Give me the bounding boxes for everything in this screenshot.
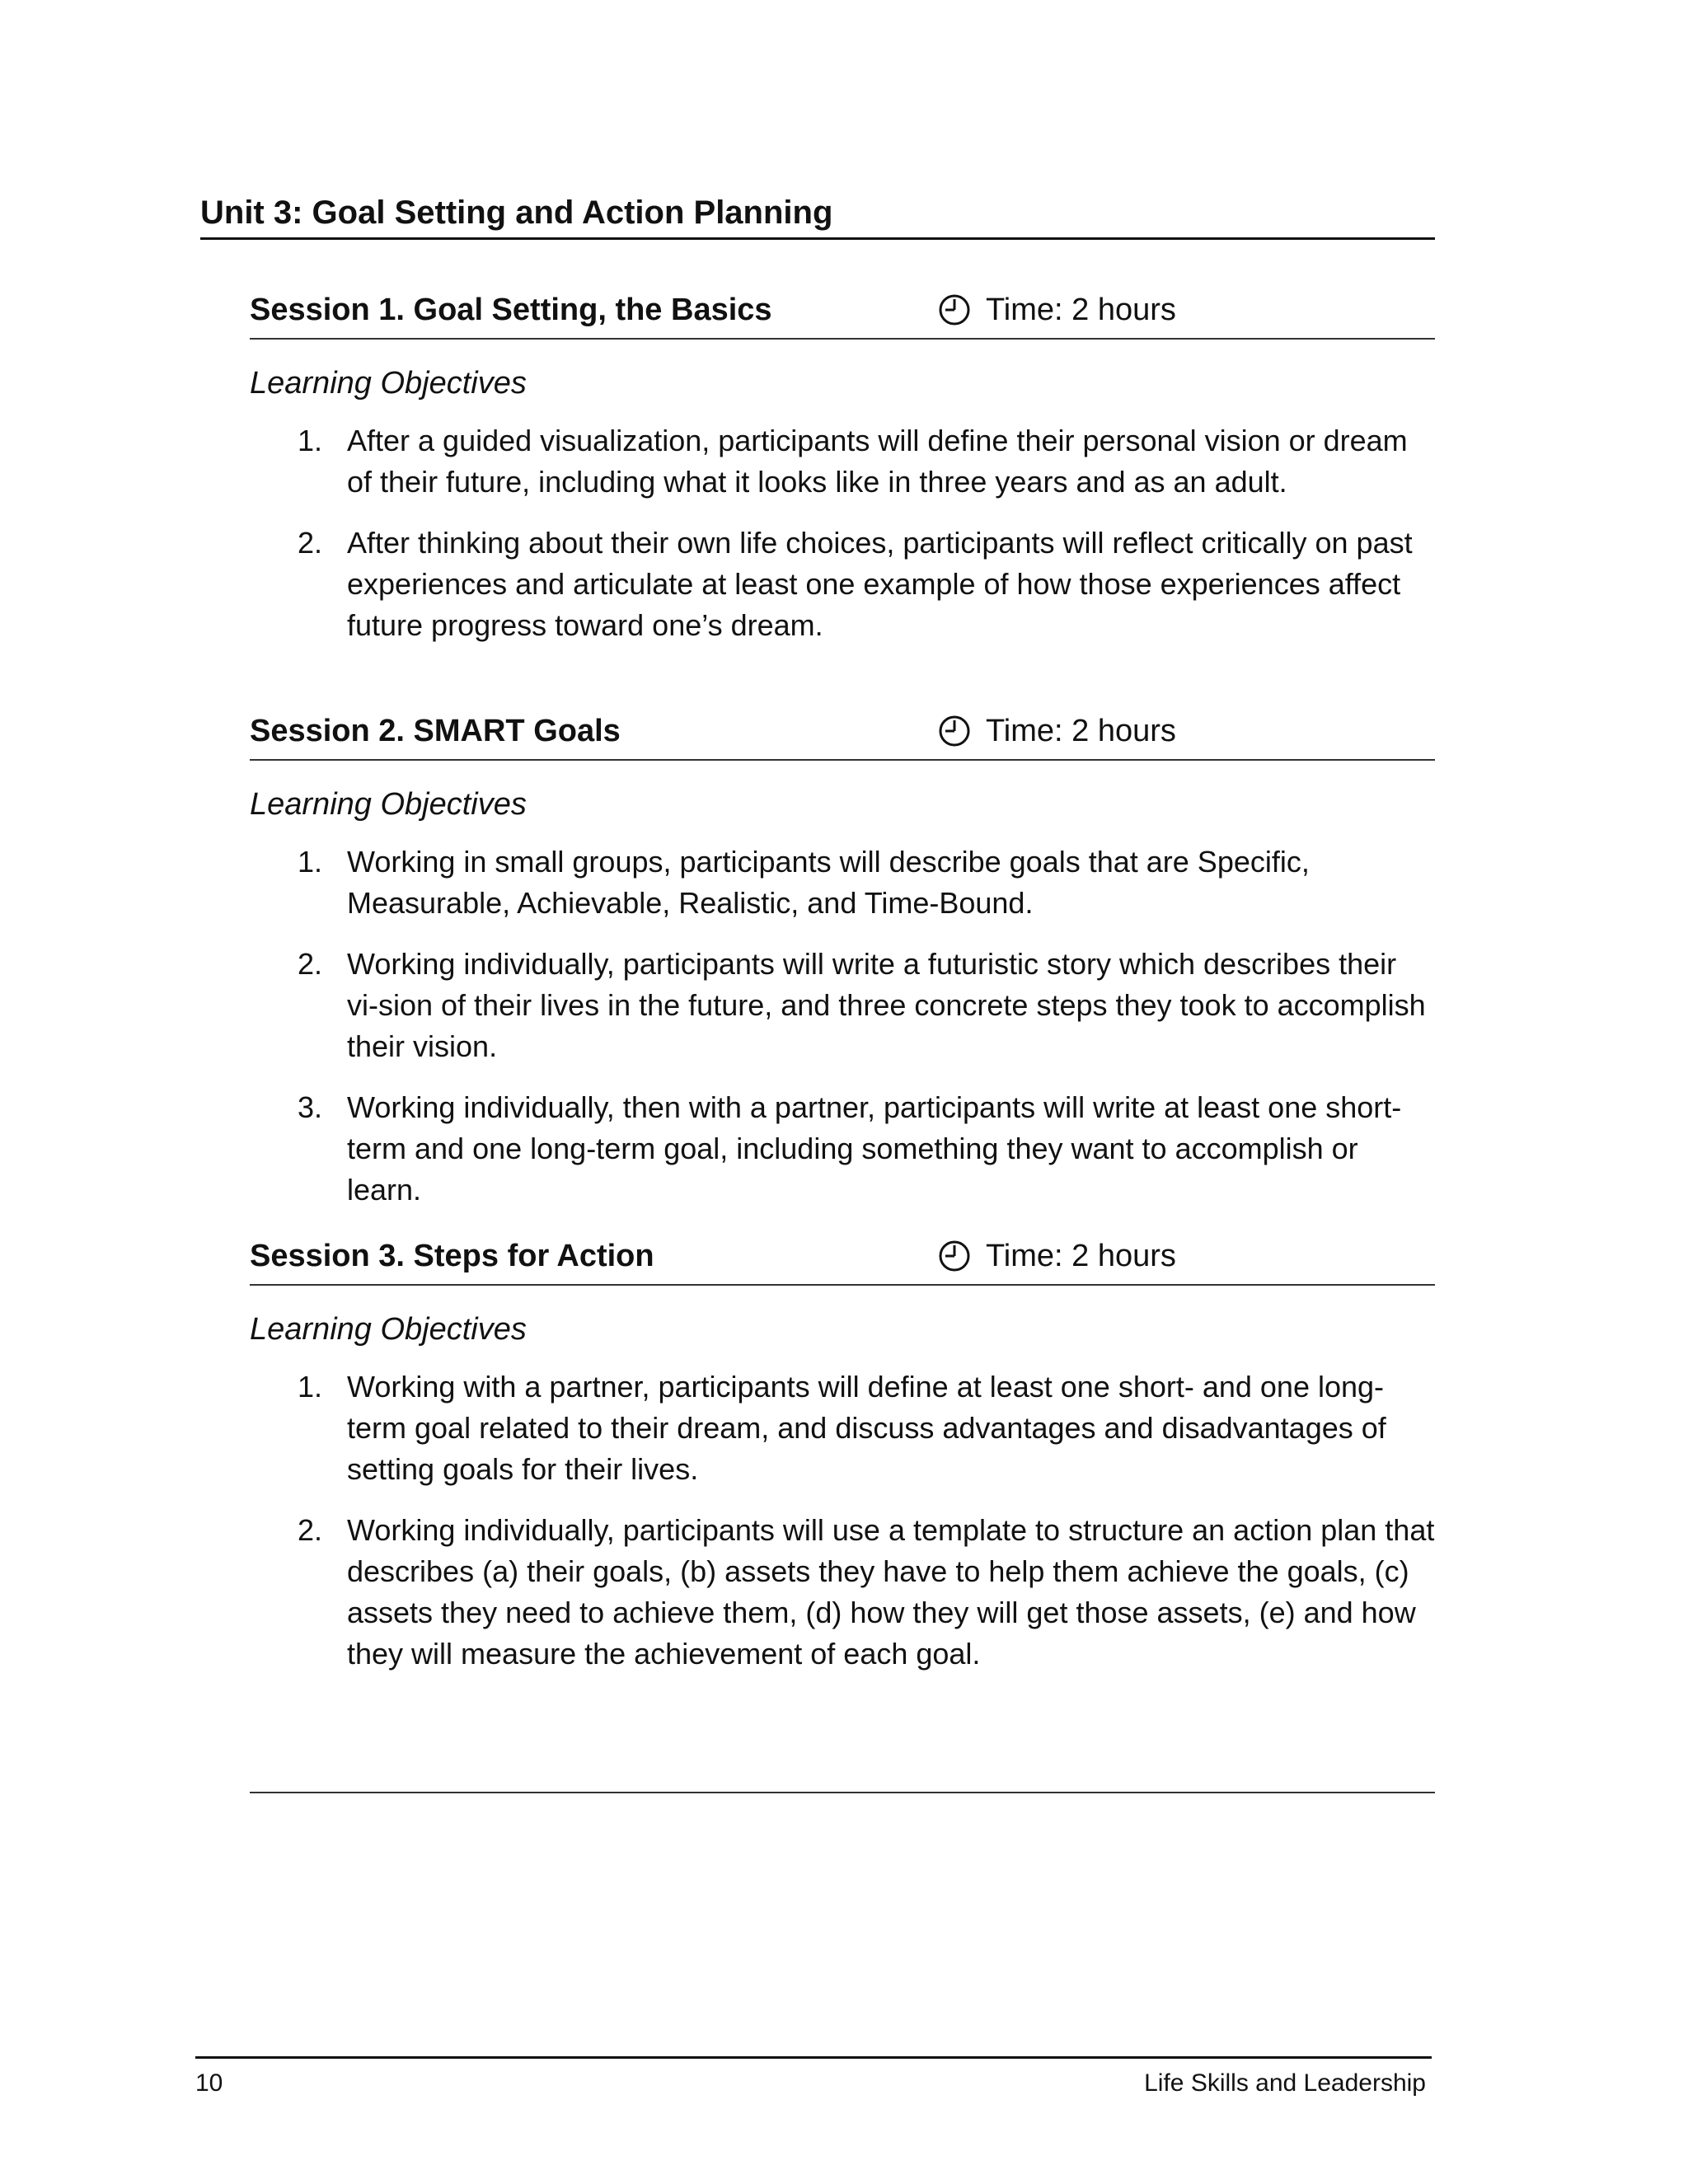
session-2 [250, 703, 1435, 1230]
clock-icon [938, 715, 971, 748]
objectives-label: Learning Objectives [250, 366, 527, 401]
objective-item [250, 1510, 1435, 1675]
objective-text: After thinking about their own life choices, participants will reflect critically on past experiences and articulate at least one example of how those experiences affect future progress toward one’s dream. [347, 526, 1413, 642]
objective-item [250, 523, 1435, 646]
objectives-label: Learning Objectives [250, 787, 527, 822]
session-time [938, 703, 1176, 759]
objective-number: 2. [298, 947, 323, 981]
session-time [938, 1228, 1176, 1284]
objective-number: 1. [298, 1370, 323, 1404]
objective-number: 2. [298, 526, 323, 560]
objective-item [250, 420, 1435, 503]
objectives-list [250, 841, 1435, 1211]
session-time [938, 282, 1176, 338]
clock-icon [938, 293, 971, 326]
objective-item [250, 1087, 1435, 1211]
objective-text: Working in small groups, participants will describe goals that are Specific, Measurable, Achievable, Realistic, and Time-Bound. [347, 845, 1310, 920]
objective-text: Working with a partner, participants will define at least one short- and one long-term goal related to their dream, and discuss advantages and disadvantages of setting goals for their lives. [347, 1370, 1386, 1486]
objective-item [250, 1366, 1435, 1490]
session-time-label: Time: 2 hours [986, 1239, 1176, 1273]
objective-number: 1. [298, 845, 323, 879]
session-header [250, 1228, 1435, 1286]
objective-item [250, 841, 1435, 924]
objective-text: Working individually, then with a partner, participants will write at least one short-term and one long-term goal, including something they want to accomplish or learn. [347, 1090, 1402, 1207]
session-title: Session 1. Goal Setting, the Basics [250, 293, 772, 327]
session-header [250, 703, 1435, 761]
objective-text: Working individually, participants will use a template to structure an action plan that describes (a) their goals, (b) assets they have to help them achieve the goals, (c) assets they need to achieve them, (d) how they will get those assets, (e) and how they will measure the achievement of each goal. [347, 1513, 1435, 1671]
session-time-label: Time: 2 hours [986, 293, 1176, 327]
objectives-list [250, 420, 1435, 646]
session-title: Session 2. SMART Goals [250, 714, 621, 748]
session-1 [250, 282, 1435, 666]
objective-text: Working individually, participants will write a futuristic story which describes their vi-sion of their lives in the future, and three concrete steps they took to accomplish their vision. [347, 947, 1426, 1063]
objectives-label: Learning Objectives [250, 1312, 527, 1347]
objective-number: 2. [298, 1513, 323, 1547]
unit-title: Unit 3: Goal Setting and Action Planning [200, 188, 1435, 240]
objective-number: 3. [298, 1090, 323, 1124]
footer-divider [195, 2056, 1432, 2059]
session-header [250, 282, 1435, 340]
session-title: Session 3. Steps for Action [250, 1239, 654, 1273]
objective-number: 1. [298, 424, 323, 457]
session-time-label: Time: 2 hours [986, 714, 1176, 748]
clock-icon [938, 1240, 971, 1272]
footer-page-number: 10 [195, 2069, 223, 2097]
objective-text: After a guided visualization, participants will define their personal vision or dream of their future, including what it looks like in three years and as an adult. [347, 424, 1408, 499]
objectives-list [250, 1366, 1435, 1675]
section-end-divider [250, 1792, 1435, 1793]
objective-item [250, 944, 1435, 1067]
session-3 [250, 1228, 1435, 1694]
footer-book-title: Life Skills and Leadership [1144, 2069, 1426, 2097]
